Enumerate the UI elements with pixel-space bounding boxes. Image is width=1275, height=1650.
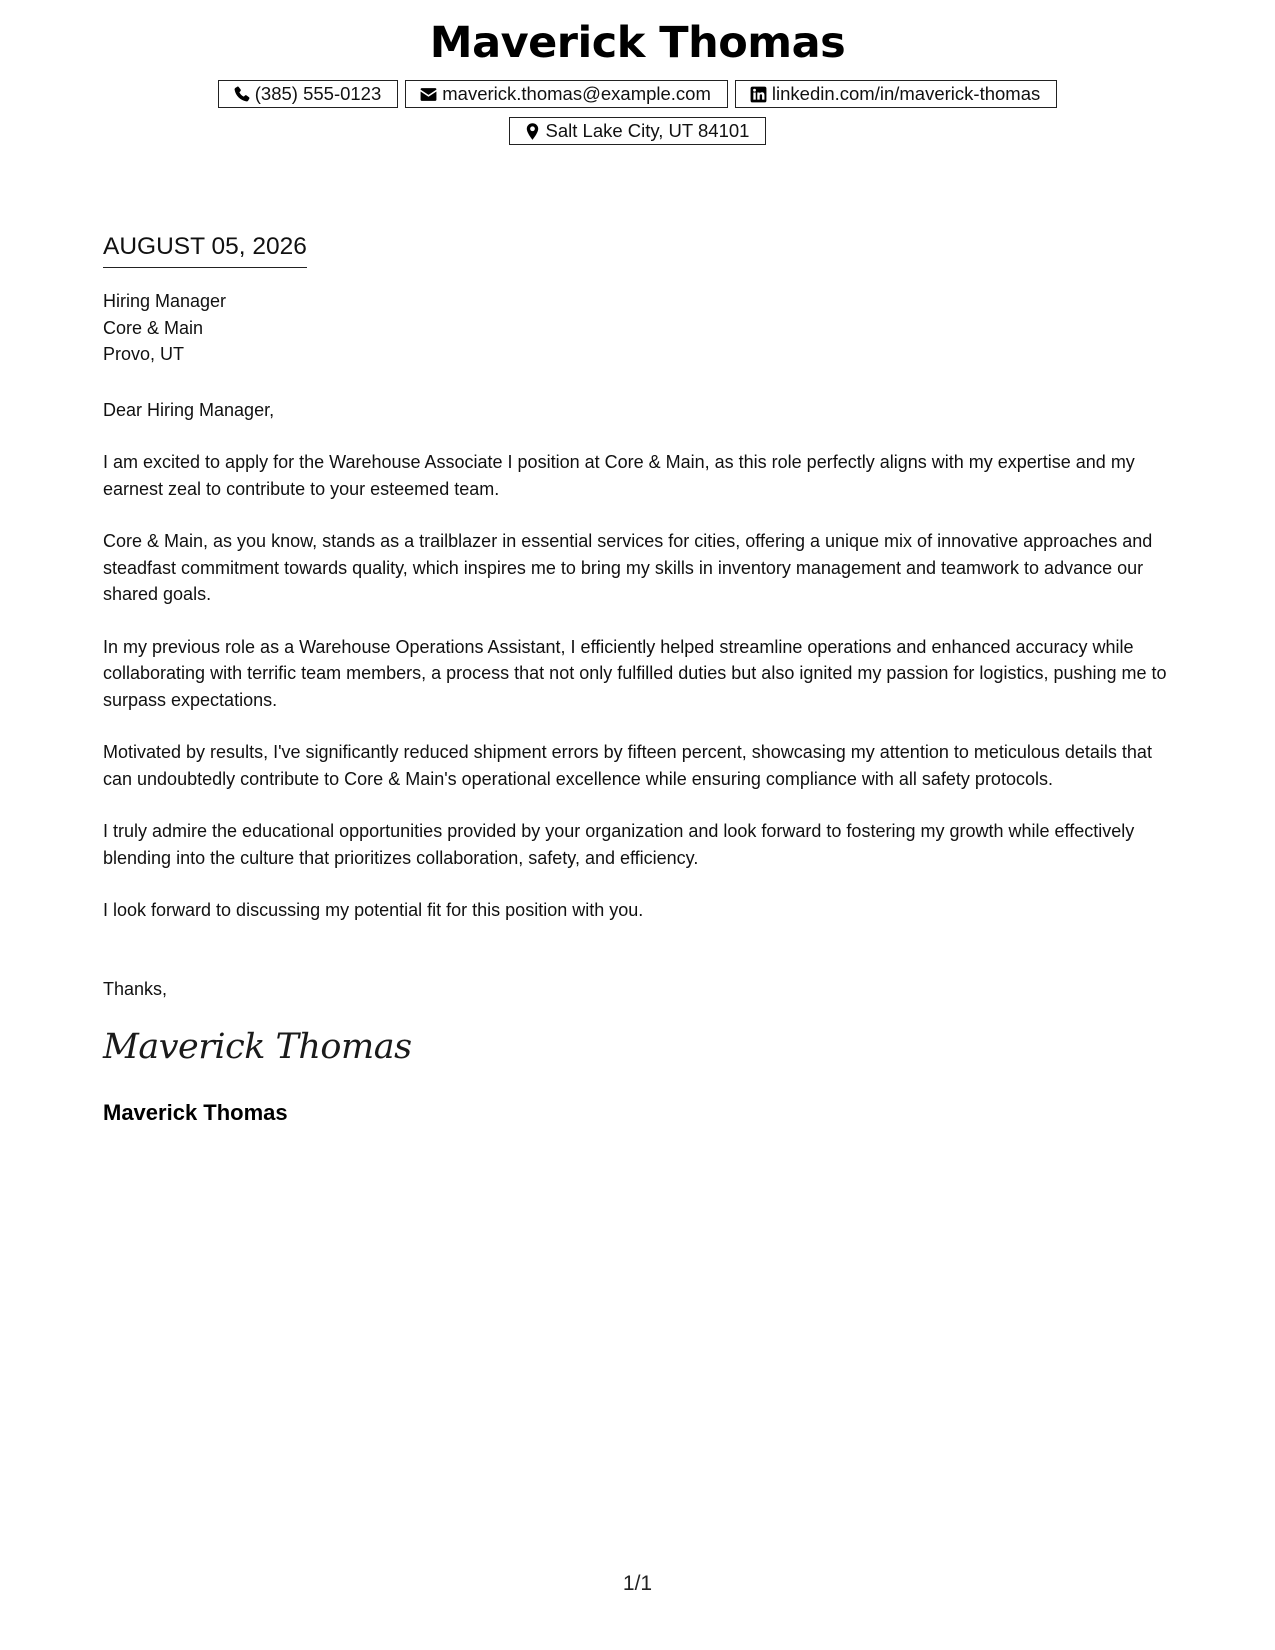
paragraph: Motivated by results, I've significantly reduced shipment errors by fifteen percent, showcasing my attention to meticulous details that can undoubtedly contribute to Core & Main's operational excellence while ensuring compliance with all safety protocols. [103,742,1152,789]
recipient-title: Hiring Manager [103,291,227,311]
page-number: 1/1 [622,1572,653,1595]
handwritten-signature [103,1026,1183,1086]
letter-body [103,230,1183,1128]
contact-row [0,80,1275,108]
map-pin-icon [523,122,542,141]
location-contact [509,117,767,145]
closing: Thanks, [103,978,168,999]
paragraph: I truly admire the educational opportunities provided by your organization and look forward to fostering my growth while effectively blending into the culture that prioritizes collaboration, safety, and efficiency. [103,821,1135,868]
paragraph: In my previous role as a Warehouse Operations Assistant, I efficiently helped streamline operations and enhanced accuracy while collaborating with terrific team members, a process that not only fulfilled duties but also ignited my passion for logistics, pushing me to surpass expectations. [103,636,1167,710]
recipient-location: Provo, UT [103,344,185,364]
paragraph: I am excited to apply for the Warehouse Associate I position at Core & Main, as this role perfectly aligns with my expertise and my earnest zeal to contribute to your esteemed team. [103,452,1135,499]
envelope-icon [419,85,438,104]
phone-text: (385) 555-0123 [254,83,382,104]
paragraph: Core & Main, as you know, stands as a trailblazer in essential services for cities, offering a unique mix of innovative approaches and steadfast commitment towards quality, which inspires me to bring my skills in inventory management and teamwork to advance our shared goals. [103,531,1153,604]
linkedin-icon [749,85,768,104]
linkedin-contact[interactable] [735,80,1057,108]
recipient-block [103,288,1183,368]
phone-contact[interactable] [218,80,399,108]
signature-text: Maverick Thomas [103,1027,412,1067]
email-contact[interactable] [405,80,728,108]
contact-row-location [0,117,1275,145]
letter-date: AUGUST 05, 2026 [103,230,307,268]
recipient-company: Core & Main [103,317,204,338]
phone-icon [232,85,251,104]
email-text: maverick.thomas@example.com [442,83,711,104]
salutation: Dear Hiring Manager, [103,399,275,420]
applicant-name: Maverick Thomas [429,18,846,68]
location-text: Salt Lake City, UT 84101 [545,120,750,141]
signoff-name: Maverick Thomas [103,1100,288,1125]
linkedin-text: linkedin.com/in/maverick-thomas [771,83,1041,104]
paragraph: I look forward to discussing my potential fit for this position with you. [103,900,644,920]
